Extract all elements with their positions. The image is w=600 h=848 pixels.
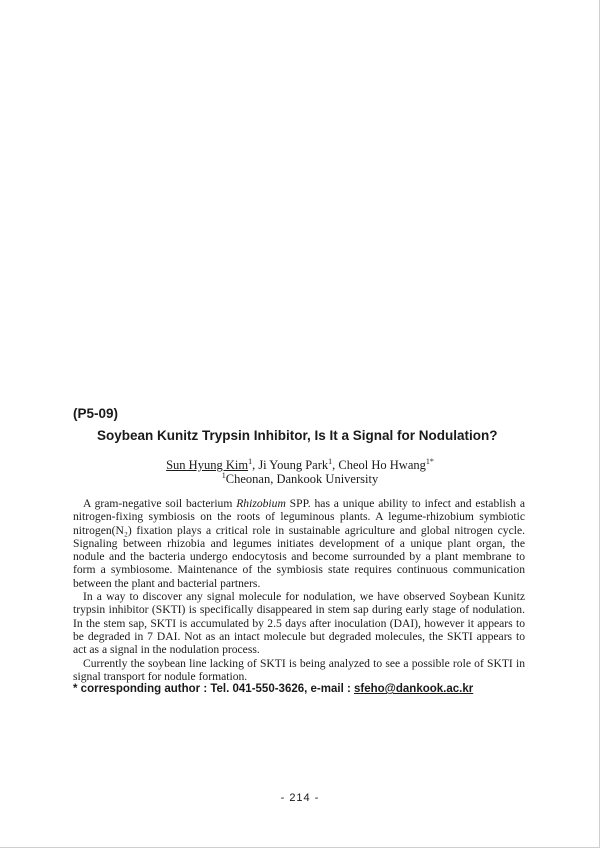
corresponding-author — [73, 683, 473, 695]
author-affil-mark: 1 — [328, 457, 333, 466]
author-affil-mark: 1 — [248, 457, 253, 466]
author-name: Ji Young Park — [258, 458, 329, 473]
abstract-paragraph-1 — [73, 497, 525, 590]
affiliation-text: Cheonan, Dankook University — [225, 472, 379, 487]
author-name: Cheol Ho Hwang — [338, 458, 426, 473]
contact-label: * corresponding author : Tel. 041-550-3626, e-mail : — [73, 683, 354, 695]
affiliation-mark: 1 — [221, 471, 226, 480]
abstract-code: (P5-09) — [73, 406, 119, 421]
author-affil-mark: 1* — [425, 457, 434, 466]
genus-name: Rhizobium — [236, 497, 286, 510]
abstract-body — [73, 497, 525, 683]
abstract-text: A gram-negative soil bacterium — [83, 497, 237, 510]
paper-title: Soybean Kunitz Trypsin Inhibitor, Is It a Signal for Nodulation? — [97, 428, 498, 443]
affiliation — [0, 471, 600, 487]
author-list: Sun Hyung Kim$^1$, Ji Young Park$^1$, Cheol Ho Hwang$^{1*}$ — [166, 457, 434, 473]
author-name: Sun Hyung Kim — [166, 458, 249, 473]
page-number: - 214 - — [280, 792, 320, 804]
abstract-text: SPP. has a unique ability to infect and establish a nitrogen-fixing symbiosis on the roots of leguminous plants. A legume-rhizobium symbiotic nitrogen(N₂) fixation plays a critical role in sustainable agriculture and global nitrogen cycle. Signaling between rhizobia and legumes initiates development of a unique plant organ, the nodule and the bacteria undergo endocytosis and become surrounded by a plant membrane to form a symbiosome. Maintenance of the symbiosis state requires continuous communication between the plant and bacterial partners. — [73, 497, 525, 590]
email-link[interactable]: sfeho@dankook.ac.kr — [353, 683, 474, 695]
abstract-paragraph-2: In a way to discover any signal molecule for nodulation, we have observed Soybean Kunitz trypsin inhibitor (SKTI) is specifically disappeared in stem sap during early stage of nodulation. In the stem sap, SKTI is accumulated by 2.5 days after inoculation (DAI), however it appears to be degraded in 7 DAI. Not as an intact molecule but degraded molecules, the SKTI appears to act as a signal in the nodulation process. — [73, 590, 525, 657]
abstract-paragraph-3: Currently the soybean line lacking of SKTI is being analyzed to see a possible role of SKTI in signal transport for nodule formation. — [73, 656, 525, 683]
